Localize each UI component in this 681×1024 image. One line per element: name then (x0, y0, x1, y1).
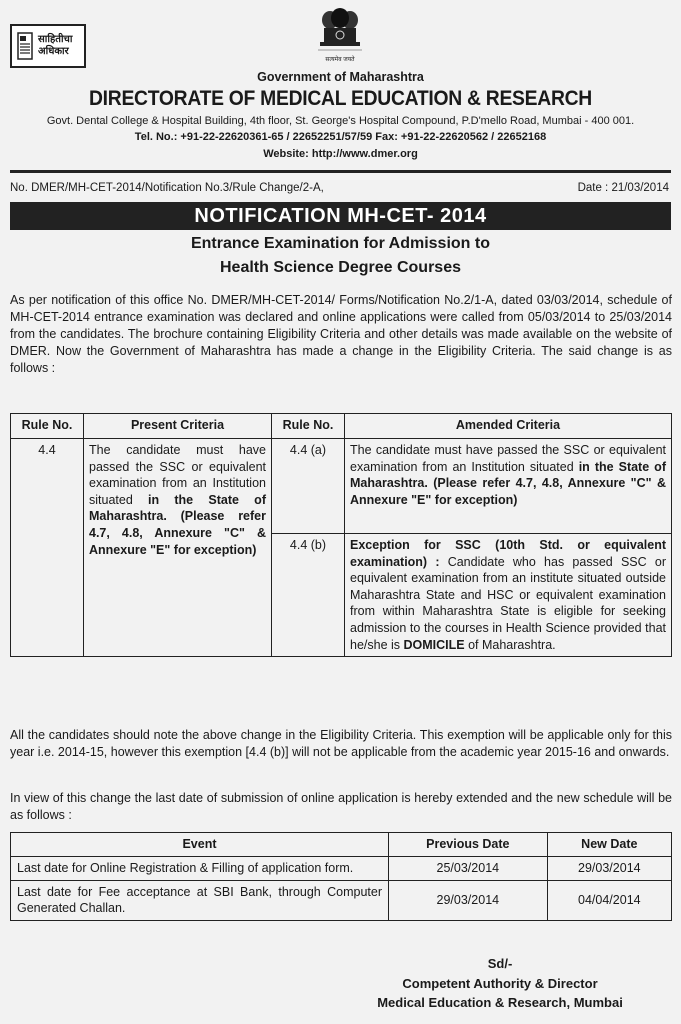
amended-b-domicile: DOMICILE (403, 637, 465, 652)
signature-line2: Medical Education & Research, Mumbai (377, 995, 623, 1010)
amended-b-cell (345, 534, 672, 657)
signature-line1: Competent Authority & Director (402, 976, 598, 991)
rule-4-4a-cell: 4.4 (a) (272, 439, 345, 534)
intro-paragraph: As per notification of this office No. DMER/MH-CET-2014/ Forms/Notification No.2/1-A, dated 03/03/2014, schedule of MH-CET-2014 entrance examination was declared and online applications were called from 05/03/2014 to 25/03/2014 from the candidates. The brochure containing Eligibility Criteria and other details was made available on the website of DMER. Now the Government of Maharashtra has made a change in the Eligibility Criteria. The said change is as follows : (10, 293, 672, 375)
rti-logo (10, 24, 86, 68)
event-cell: Last date for Fee acceptance at SBI Bank, through Computer Generated Challan. (11, 880, 389, 920)
header-new-date: New Date (547, 833, 671, 857)
directorate-name: DIRECTORATE OF MEDICAL EDUCATION & RESEARCH (88, 87, 592, 110)
amended-a-text: The candidate must have passed the SSC or equivalent examination from an Institution situated (350, 443, 666, 474)
present-criteria-cell (84, 439, 272, 657)
extension-paragraph: In view of this change the last date of submission of online application is hereby extended and the new schedule will be as follows : (10, 791, 672, 822)
header-rule-no-2: Rule No. (272, 414, 345, 439)
rti-text (38, 34, 72, 58)
note-paragraph: All the candidates should note the above change in the Eligibility Criteria. This exemption will be applicable only for this year i.e. 2014-15, however this exemption [4.4 (b)] will not be applicable from the academic year 2015-16 and onwards. (10, 728, 672, 759)
address: Govt. Dental College & Hospital Building, 4th floor, St. George's Hospital Compound, P.D'mello Road, Mumbai - 400 001. (46, 115, 635, 127)
criteria-row-a (11, 439, 672, 534)
emblem-motto: सत्यमेव जयते (325, 57, 355, 63)
table-row (11, 857, 672, 881)
amended-b-bold: Exception for SSC (10th Std. or equivalent examination) : (350, 538, 666, 569)
amended-a-cell (345, 439, 672, 534)
amended-b-end: of Maharashtra. (464, 637, 556, 652)
rti-label-line2: अधिकार (38, 46, 69, 57)
rule-no-cell: 4.4 (11, 439, 84, 657)
header-divider (10, 170, 671, 173)
present-criteria-bold: in the State of Maharashtra. (Please refer 4.7, 4.8, Annexure "C" & Annexure "E" for exception) (89, 492, 266, 557)
national-emblem (314, 6, 366, 69)
criteria-header-row (11, 414, 672, 439)
present-criteria-text: The candidate must have passed the SSC or equivalent examination from an Institution situated (89, 443, 266, 507)
fax-label: Fax: (375, 131, 398, 143)
previous-date-cell: 29/03/2014 (389, 880, 548, 920)
header-event: Event (11, 833, 389, 857)
website-link[interactable]: http://www.dmer.org (308, 148, 418, 160)
notification-date: Date : 21/03/2014 (577, 182, 669, 194)
subtitle-line1: Entrance Examination for Admission to (190, 235, 490, 252)
schedule-header-row (11, 833, 672, 857)
criteria-table (10, 413, 672, 657)
signature-sd: Sd/- (487, 956, 513, 971)
previous-date-cell: 25/03/2014 (389, 857, 548, 881)
header-present-criteria: Present Criteria (84, 414, 272, 439)
header-rule-no: Rule No. (11, 414, 84, 439)
tel-label: Tel. No.: (134, 131, 178, 143)
table-row (11, 880, 672, 920)
government-name: Government of Maharashtra (257, 70, 424, 84)
schedule-table (10, 832, 672, 921)
notification-banner: NOTIFICATION MH-CET- 2014 (10, 202, 671, 230)
new-date-cell: 04/04/2014 (547, 880, 671, 920)
document-icon (17, 32, 35, 62)
new-date-cell: 29/03/2014 (547, 857, 671, 881)
event-cell: Last date for Online Registration & Filling of application form. (11, 857, 389, 881)
fax-value: +91-22-22620562 / 22652168 (397, 131, 547, 143)
website-label: Website: (263, 148, 309, 160)
website-line (0, 148, 681, 160)
rti-label-line1: साहितीचा (38, 34, 73, 45)
tel-value: +91-22-22620361-65 / 22652251/57/59 (177, 131, 376, 143)
amended-b-text: Candidate who has passed SSC or equivalent examination from an institute situated outside Maharashtra State and HSC or equivalent examination from within Maharashtra State is eligible for seeking admission to the courses in Health Science provided that he/she is (350, 554, 666, 652)
reference-number: No. DMER/MH-CET-2014/Notification No.3/Rule Change/2-A, (10, 182, 324, 194)
subtitle-line2: Health Science Degree Courses (220, 259, 461, 276)
contact-line (0, 131, 681, 143)
header-previous-date: Previous Date (389, 833, 548, 857)
header-amended-criteria: Amended Criteria (345, 414, 672, 439)
amended-a-bold: in the State of Maharashtra. (Please refer 4.7, 4.8, Annexure "C" & Annexure "E" for exception) (350, 459, 666, 507)
rule-4-4b-cell: 4.4 (b) (272, 534, 345, 657)
